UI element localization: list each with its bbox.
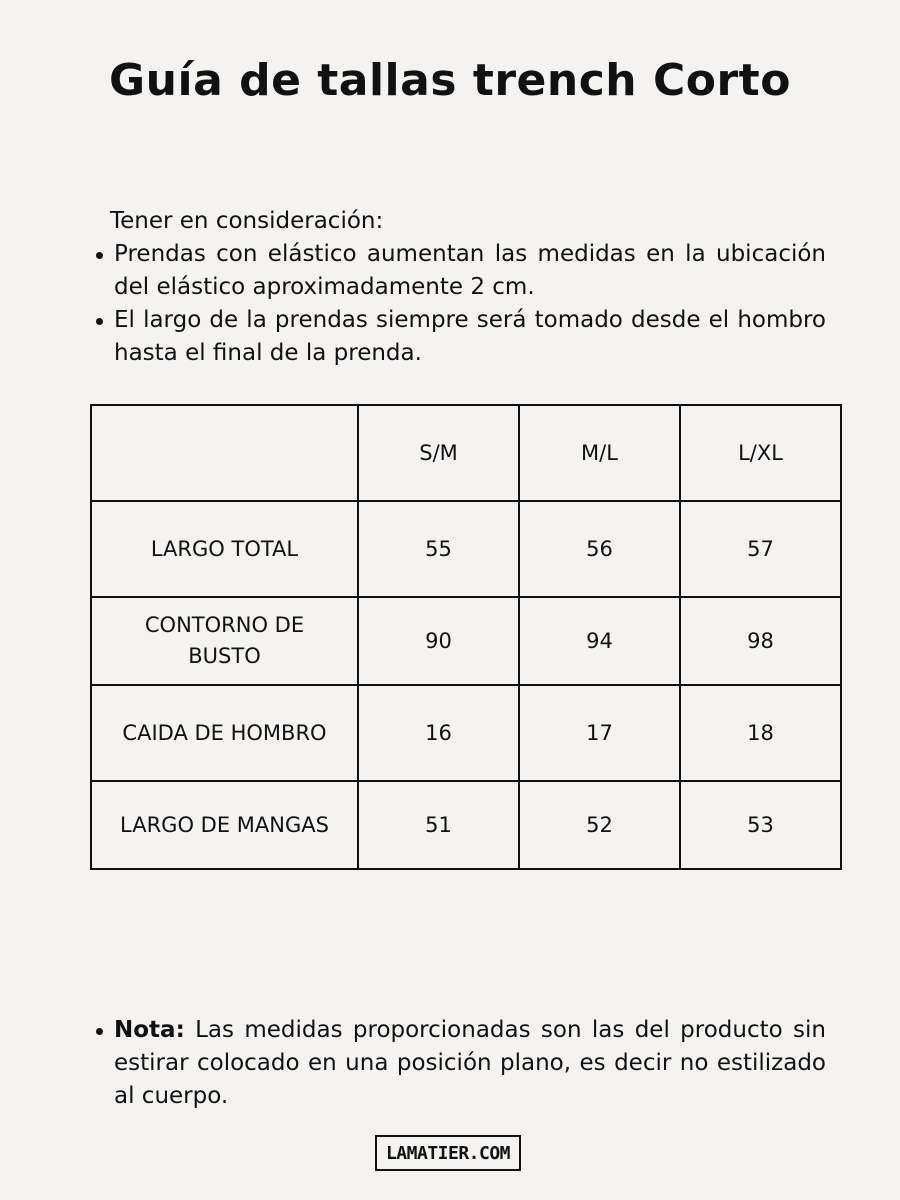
row-label: LARGO DE MANGAS [91,781,358,869]
considerations-item: Prendas con elástico aumentan las medidas en la ubicación del elástico aproximadamente 2 cm. [90,238,826,304]
table-cell: 94 [519,597,680,685]
table-cell: 53 [680,781,841,869]
size-table-header-row [91,405,841,501]
note-section [90,1014,826,1113]
considerations-list [90,238,826,370]
table-row [91,685,841,781]
table-cell: 98 [680,597,841,685]
considerations-section [90,205,826,370]
table-row [91,781,841,869]
row-label: CAIDA DE HOMBRO [91,685,358,781]
brand-badge: LAMATIER.COM [375,1135,521,1171]
header-cell-ml: M/L [519,405,680,501]
table-cell: 90 [358,597,519,685]
header-cell-empty [91,405,358,501]
header-cell-sm: S/M [358,405,519,501]
note-text: Las medidas proporcionadas son las del producto sin estirar colocado en una posición plano, es decir no estilizado al cuerpo. [114,1017,826,1109]
row-label: LARGO TOTAL [91,501,358,597]
table-row [91,597,841,685]
table-cell: 16 [358,685,519,781]
considerations-item: El largo de la prendas siempre será tomado desde el hombro hasta el final de la prenda. [90,304,826,370]
table-cell: 57 [680,501,841,597]
table-row [91,501,841,597]
table-cell: 55 [358,501,519,597]
row-label: CONTORNO DE BUSTO [91,597,358,685]
table-cell: 18 [680,685,841,781]
header-cell-lxl: L/XL [680,405,841,501]
page-title: Guía de tallas trench Corto [109,55,791,106]
table-cell: 17 [519,685,680,781]
considerations-lead: Tener en consideración: [110,208,384,234]
table-cell: 52 [519,781,680,869]
note-list [90,1014,826,1113]
size-table [90,404,842,870]
table-cell: 51 [358,781,519,869]
note-item [90,1014,826,1113]
note-label: Nota: [114,1017,185,1043]
table-cell: 56 [519,501,680,597]
